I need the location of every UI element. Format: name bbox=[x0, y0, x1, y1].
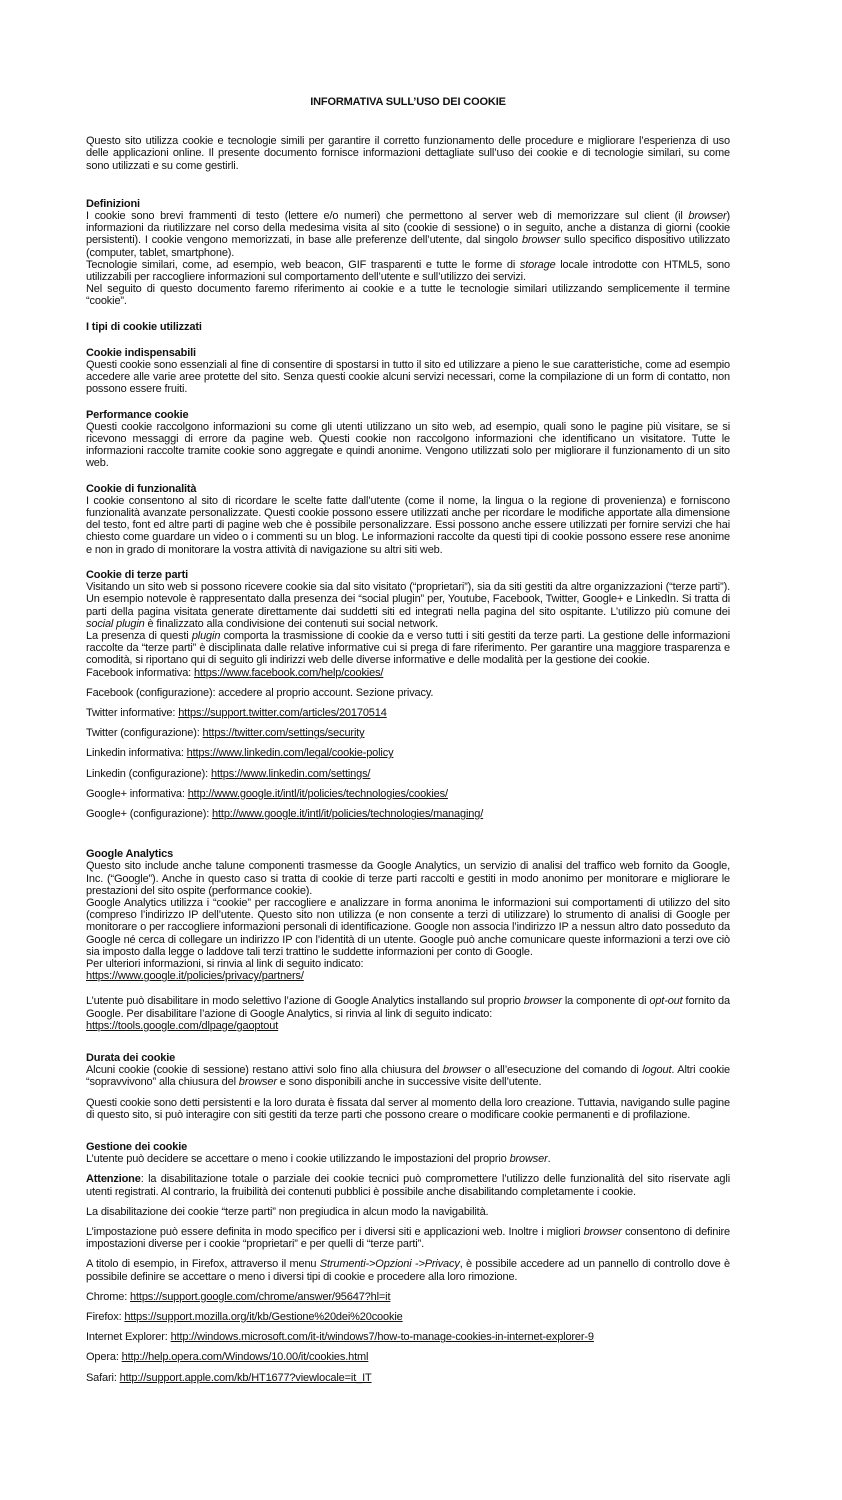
definizioni-paragraph-1 bbox=[86, 210, 730, 259]
analytics-link-line-1 bbox=[86, 970, 730, 982]
link-line-linkedin-config bbox=[86, 768, 730, 780]
third-party-links bbox=[86, 667, 730, 821]
link-label: Twitter (configurazione): bbox=[86, 727, 203, 740]
emphasis: browser bbox=[521, 234, 561, 247]
link-line-firefox bbox=[86, 1311, 730, 1323]
emphasis: browser bbox=[509, 1153, 548, 1166]
text-fragment: L’utente può disabilitare in modo selettivo l’azione di Google Analytics installando sul proprio bbox=[86, 995, 524, 1008]
link-line-safari bbox=[86, 1372, 730, 1384]
text-fragment: ) informazioni da riutilizzare nel corso della medesima visita al sito (cookie di sessione) o in seguito, anche a distanza di giorni (cookie persistenti). I cookie vengono memorizzati, in base alle preferenze dell’utente, dal singolo bbox=[86, 210, 730, 247]
link-label: Internet Explorer: bbox=[86, 1331, 171, 1344]
link-line-linkedin-info bbox=[86, 747, 730, 759]
heading-terze-parti: Cookie di terze parti bbox=[86, 568, 188, 581]
emphasis: browser bbox=[583, 1226, 622, 1239]
link-line-facebook-info bbox=[86, 667, 730, 679]
text-fragment: consentono di definire impostazioni diverse per i cookie “proprietari” e per quelli di “terze parti”. bbox=[86, 1226, 730, 1251]
text-fragment: . Altri cookie “sopravvivono” alla chiusura del bbox=[86, 1064, 730, 1089]
analytics-link-line-2 bbox=[86, 1020, 730, 1032]
emphasis: browser bbox=[238, 1076, 277, 1089]
text-fragment: , è possibile accedere ad un pannello di controllo dove è possibile definire se accettare o meno i diversi tipi di cookie e procedere alla loro rimozione. bbox=[86, 1258, 730, 1283]
emphasis: browser bbox=[442, 1064, 481, 1077]
link-label: Facebook (configurazione): accedere al proprio account. Sezione privacy. bbox=[86, 686, 434, 699]
emphasis: browser bbox=[688, 210, 727, 223]
link-internet-explorer[interactable]: http://windows.microsoft.com/it-it/windows7/how-to-manage-cookies-in-internet-explorer-9 bbox=[170, 1331, 594, 1344]
link-facebook-cookies[interactable]: https://www.facebook.com/help/cookies/ bbox=[193, 666, 384, 679]
terze-parti-paragraph-1 bbox=[86, 581, 730, 630]
link-twitter-settings[interactable]: https://twitter.com/settings/security bbox=[202, 727, 365, 740]
link-label: Linkedin (configurazione): bbox=[86, 767, 211, 780]
link-line-chrome bbox=[86, 1291, 730, 1303]
durata-paragraph-1 bbox=[86, 1064, 730, 1088]
section-funzionalita bbox=[86, 483, 730, 556]
text-fragment: Visitando un sito web si possono ricevere cookie sia dal sito visitato (“proprietari”), sia da siti gestiti da altre organizzazioni (“terze parti”). Un esempio notevole è rappresentato dalla presenza dei “social plugin” per, Youtube, Facebook, Twitter, Google+ e LinkedIn. Si tratta di parti della pagina visitata generate direttamente dai suddetti siti ed integrati nella pagina del sito ospitante. L’utilizzo più comune dei bbox=[86, 581, 730, 618]
link-linkedin-settings[interactable]: https://www.linkedin.com/settings/ bbox=[210, 767, 371, 780]
link-line-twitter-config bbox=[86, 727, 730, 739]
gestione-paragraph-5 bbox=[86, 1258, 730, 1282]
link-line-google-info bbox=[86, 788, 730, 800]
definizioni-paragraph-2 bbox=[86, 259, 730, 283]
link-label: Google+ (configurazione): bbox=[86, 807, 213, 820]
emphasis: social plugin bbox=[86, 617, 145, 630]
gestione-paragraph-4 bbox=[86, 1226, 730, 1250]
terze-parti-paragraph-2 bbox=[86, 630, 730, 667]
gestione-paragraph-2 bbox=[86, 1173, 730, 1197]
link-label: Twitter informative: bbox=[86, 706, 179, 719]
section-indispensabili bbox=[86, 347, 730, 396]
text-fragment: è finalizzato alla condivisione dei contenuti sui social network. bbox=[144, 617, 438, 630]
section-terze-parti bbox=[86, 569, 730, 820]
document-page bbox=[86, 96, 730, 1384]
analytics-paragraph-2: Google Analytics utilizza i “cookie” per raccogliere e analizzare in forma anonima le informazioni sui comportamenti di utilizzo del sito (compreso l’indirizzo IP dell’utente. Questo sito non utilizza (e non consente a terzi di utilizzare) lo strumento di analisi di Google per monitorare o per raccogliere informazioni personali di identificazione. Google non associa l’indirizzo IP a nessun altro dato posseduto da Google né cerca di collegare un indirizzo IP con l’identità di un utente. Google può anche comunicare queste informazioni a terzi ove ciò sia imposto dalla legge o laddove tali terzi trattino le suddette informazioni per conto di Google. bbox=[86, 896, 730, 958]
gestione-paragraph-1 bbox=[86, 1153, 730, 1165]
text-fragment: la componente di bbox=[561, 995, 650, 1008]
link-line-internet-explorer bbox=[86, 1331, 730, 1343]
link-label: Firefox: bbox=[86, 1311, 125, 1324]
heading-durata: Durata dei cookie bbox=[86, 1051, 176, 1064]
section-google-analytics bbox=[86, 848, 730, 1032]
emphasis: Strumenti->Opzioni ->Privacy bbox=[319, 1258, 460, 1271]
link-linkedin-cookie-policy[interactable]: https://www.linkedin.com/legal/cookie-policy bbox=[186, 747, 394, 760]
heading-funzionalita: Cookie di funzionalità bbox=[86, 482, 197, 495]
heading-gestione: Gestione dei cookie bbox=[86, 1141, 188, 1153]
link-label: Safari: bbox=[86, 1371, 120, 1384]
section-definizioni bbox=[86, 198, 730, 308]
text-fragment: sullo specifico dispositivo utilizzato (computer, tablet, smartphone). bbox=[86, 234, 730, 259]
text-fragment: fornito da Google. Per disabilitare l’azione di Google Analytics, si rinvia al link di seguito indicato: bbox=[86, 995, 730, 1020]
link-label: Opera: bbox=[86, 1351, 122, 1364]
link-twitter-articles[interactable]: https://support.twitter.com/articles/20170514 bbox=[178, 706, 387, 719]
heading-indispensabili: Cookie indispensabili bbox=[86, 346, 196, 359]
text-fragment: Alcuni cookie (cookie di sessione) restano attivi solo fino alla chiusura del bbox=[86, 1064, 443, 1077]
text-fragment: comporta la trasmissione di cookie da e verso tutti i siti gestiti da terze parti. La gestione delle informazioni raccolte da “terze parti” è disciplinata dalle relative informative cui si prega di fare riferimento. Per garantire una maggiore trasparenza e comodità, si riportano qui di seguito gli indirizzi web delle diverse informative e delle modalità per la gestione dei cookie. bbox=[86, 629, 730, 667]
link-google-partners[interactable]: https://www.google.it/policies/privacy/partners/ bbox=[86, 970, 304, 983]
emphasis: opt-out bbox=[649, 995, 683, 1008]
analytics-paragraph-1: Questo sito include anche talune componenti trasmesse da Google Analytics, un servizio di analisi del traffico web fornito da Google, Inc. (“Google”). Anche in questo caso si tratta di cookie di terze parti raccolti e gestiti in modo anonimo per monitorare e migliorare le prestazioni del sito ospite (performance cookie). bbox=[86, 860, 730, 897]
text-fragment: I cookie sono brevi frammenti di testo (lettere e/o numeri) che permettono al server web di memorizzare sul client (il bbox=[86, 210, 689, 223]
text-fragment: locale introdotte con HTML5, sono utilizzabili per raccogliere informazioni sul comportamento dell’utente e sull’utilizzo dei servizi. bbox=[86, 258, 730, 284]
link-gaoptout[interactable]: https://tools.google.com/dlpage/gaoptout bbox=[86, 1019, 279, 1032]
section-durata bbox=[86, 1052, 730, 1121]
link-google-cookies[interactable]: http://www.google.it/intl/it/policies/technologies/cookies/ bbox=[187, 787, 448, 800]
analytics-paragraph-3: Per ulteriori informazioni, si rinvia al link di seguito indicato: bbox=[86, 957, 364, 970]
link-firefox[interactable]: https://support.mozilla.org/it/kb/Gestione%20dei%20cookie bbox=[124, 1311, 403, 1324]
link-line-facebook-config bbox=[86, 687, 730, 699]
text-fragment: La presenza di questi bbox=[86, 629, 192, 642]
link-line-google-config bbox=[86, 808, 730, 820]
emphasis: logout bbox=[642, 1064, 672, 1077]
link-chrome[interactable]: https://support.google.com/chrome/answer/95647?hl=it bbox=[130, 1290, 391, 1303]
emphasis: browser bbox=[523, 995, 562, 1008]
link-label: Linkedin informativa: bbox=[86, 747, 187, 760]
heading-tipi-cookie: I tipi di cookie utilizzati bbox=[86, 320, 202, 333]
indispensabili-paragraph: Questi cookie sono essenziali al fine di consentire di spostarsi in tutto il sito ed utilizzare a pieno le sue caratteristiche, come ad esempio accedere alle varie aree protette del sito. Senza questi cookie alcuni servizi necessari, come la compilazione di un form di contatto, non possono essere fruiti. bbox=[86, 359, 730, 396]
emphasis: plugin bbox=[191, 629, 221, 642]
link-opera[interactable]: http://help.opera.com/Windows/10.00/it/cookies.html bbox=[121, 1351, 369, 1364]
section-performance bbox=[86, 409, 730, 470]
text-fragment: o all’esecuzione del comando di bbox=[480, 1064, 643, 1077]
link-label: Google+ informativa: bbox=[86, 787, 188, 800]
text-fragment: L’utente può decidere se accettare o meno i cookie utilizzando le impostazioni del proprio bbox=[86, 1153, 510, 1166]
text-fragment: : la disabilitazione totale o parziale dei cookie tecnici può compromettere l’utilizzo delle funzionalità del sito riservate agli utenti registrati. Al contrario, la fruibilità dei contenuti pubblici è possibile anche disabilitando completamente i cookie. bbox=[86, 1173, 730, 1198]
text-fragment: . bbox=[547, 1153, 551, 1166]
strong-text: Attenzione bbox=[86, 1173, 141, 1186]
link-safari[interactable]: http://support.apple.com/kb/HT1677?viewlocale=it_IT bbox=[119, 1371, 372, 1384]
text-fragment: e sono disponibili anche in successive visite dell’utente. bbox=[276, 1076, 542, 1089]
text-fragment: Tecnologie similari, come, ad esempio, web beacon, GIF trasparenti e tutte le forme di bbox=[86, 258, 520, 271]
emphasis: storage bbox=[519, 258, 556, 271]
definizioni-paragraph-3: Nel seguito di questo documento faremo riferimento ai cookie e a tutte le tecnologie similari utilizzando semplicemente il termine “cookie”. bbox=[86, 283, 730, 308]
link-line-twitter-info bbox=[86, 707, 730, 719]
heading-performance: Performance cookie bbox=[86, 408, 189, 421]
link-label: Facebook informativa: bbox=[86, 666, 194, 679]
link-line-opera bbox=[86, 1351, 730, 1363]
browser-links bbox=[86, 1291, 730, 1384]
funzionalita-paragraph: I cookie consentono al sito di ricordare le scelte fatte dall’utente (come il nome, la lingua o la regione di provenienza) e forniscono funzionalità avanzate personalizzate. Questi cookie possono essere utilizzati anche per ricordare le modifiche apportate alla dimensione del testo, font ed altre parti di pagine web che è possibile personalizzare. Essi possono anche essere utilizzati per fornire servizi che hai chiesto come guardare un video o i commenti su un blog. Le informazioni raccolte da questi tipi di cookie possono essere rese anonime e non in grado di monitorare la vostra attività di navigazione su altri siti web. bbox=[86, 494, 730, 556]
intro-paragraph: Questo sito utilizza cookie e tecnologie simili per garantire il corretto funzionamento delle procedure e migliorare l’esperienza di uso delle applicazioni online. Il presente documento fornisce informazioni dettagliate sull’uso dei cookie e di tecnologie similari, su come sono utilizzati e su come gestirli. bbox=[86, 135, 730, 172]
section-gestione bbox=[86, 1141, 730, 1384]
durata-paragraph-2: Questi cookie sono detti persistenti e la loro durata è fissata dal server al momento della loro creazione. Tuttavia, navigando sulle pagine di questo sito, si può interagire con siti gestiti da terze parti che possono creare o modificare cookie permanenti e di profilazione. bbox=[86, 1096, 730, 1121]
analytics-paragraph-4 bbox=[86, 995, 730, 1019]
text-fragment: L’impostazione può essere definita in modo specifico per i diversi siti e applicazioni web. Inoltre i migliori bbox=[86, 1226, 584, 1239]
gestione-paragraph-3: La disabilitazione dei cookie “terze parti” non pregiudica in alcun modo la navigabilità. bbox=[86, 1205, 489, 1218]
page-title: INFORMATIVA SULL’USO DEI COOKIE bbox=[310, 96, 506, 108]
heading-definizioni: Definizioni bbox=[86, 197, 140, 210]
link-google-managing[interactable]: http://www.google.it/intl/it/policies/technologies/managing/ bbox=[212, 807, 484, 820]
text-fragment: A titolo di esempio, in Firefox, attraverso il menu bbox=[86, 1258, 320, 1271]
performance-paragraph: Questi cookie raccolgono informazioni su come gli utenti utilizzano un sito web, ad esempio, quali sono le pagine più visitare, se si ricevono messaggi di errore da pagine web. Questi cookie non raccolgono informazioni che identificano un visitatore. Tutte le informazioni raccolte tramite cookie sono aggregate e quindi anonime. Vengono utilizzati solo per migliorare il funzionamento di un sito web. bbox=[86, 420, 730, 470]
link-label: Chrome: bbox=[86, 1290, 131, 1303]
heading-google-analytics: Google Analytics bbox=[86, 848, 174, 861]
